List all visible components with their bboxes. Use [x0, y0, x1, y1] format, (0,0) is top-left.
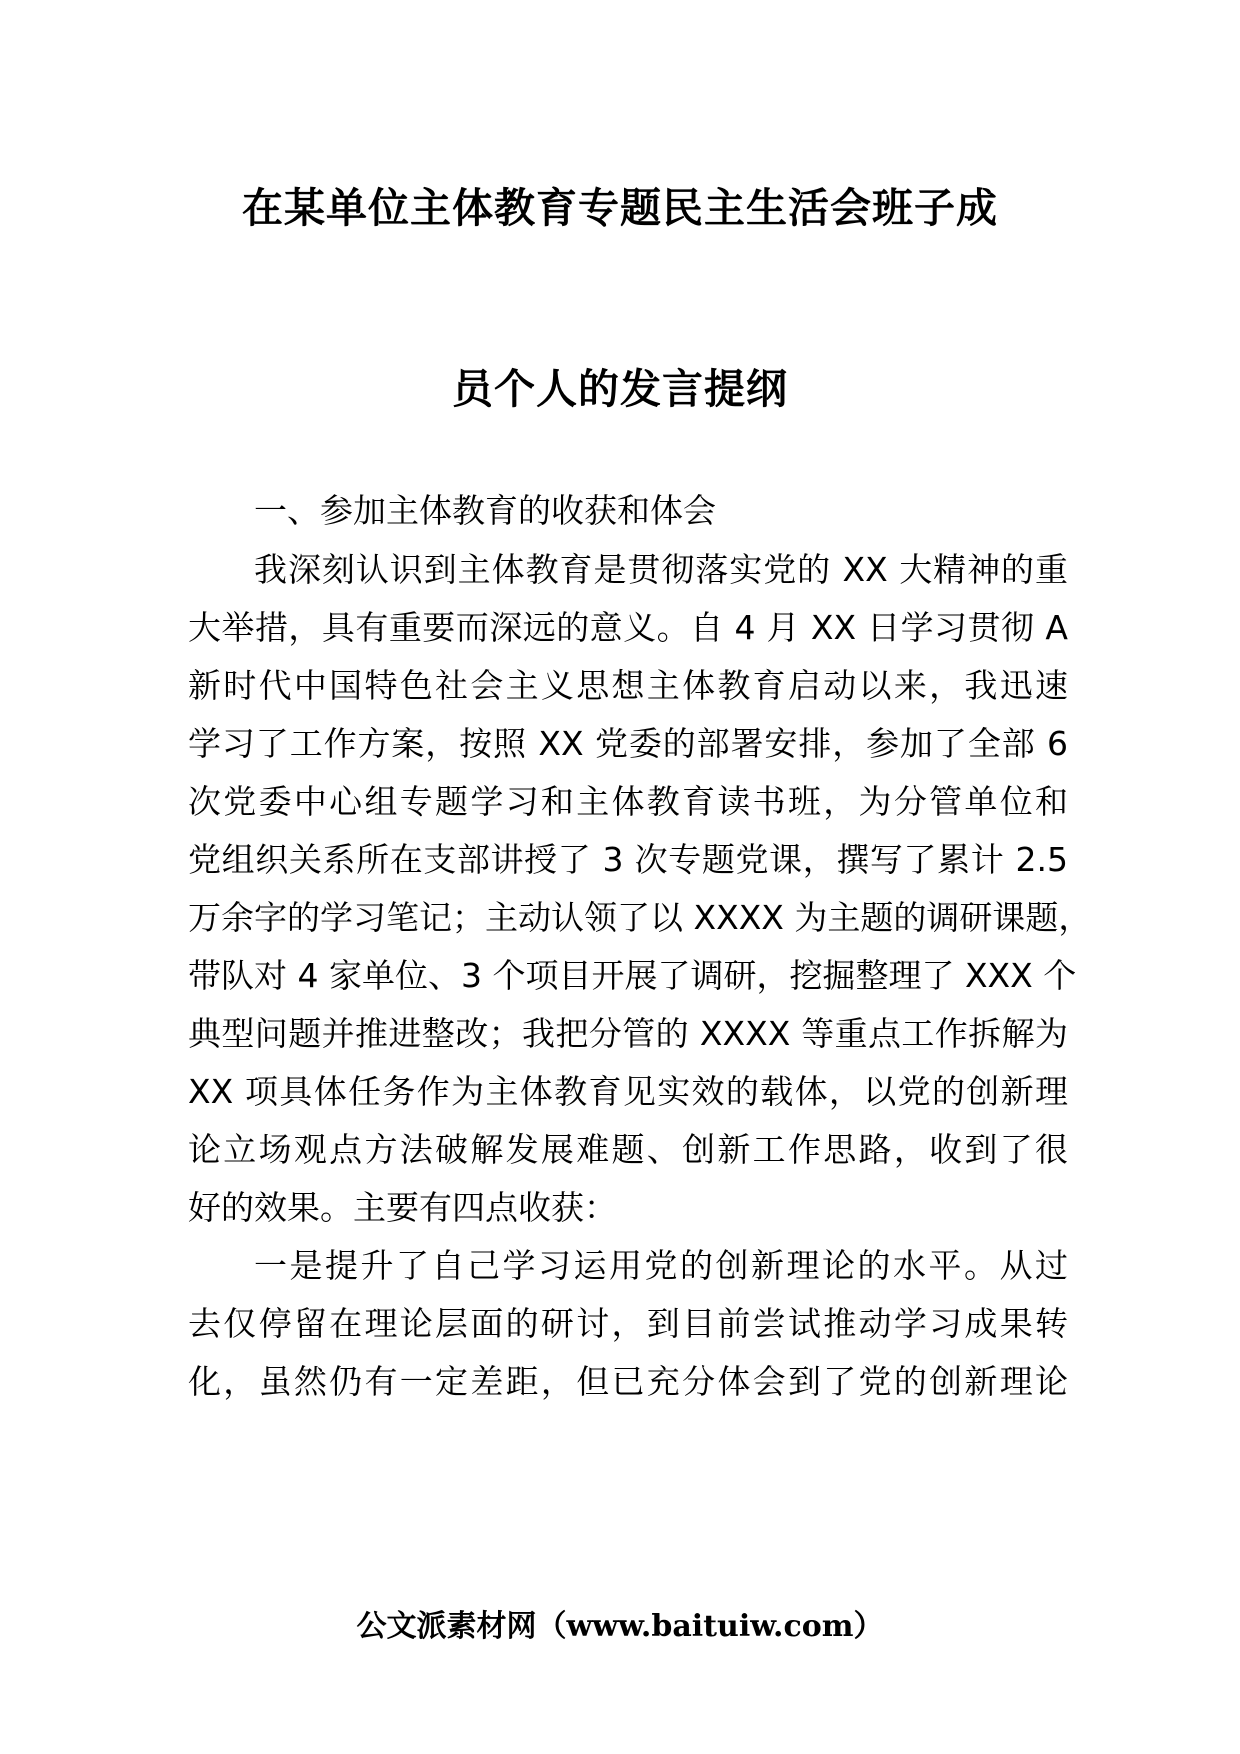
paragraph-line: 次党委中心组专题学习和主体教育读书班，为分管单位和: [188, 782, 1068, 821]
paragraph-line: 一是提升了自己学习运用党的创新理论的水平。从过: [254, 1246, 1068, 1285]
paragraph-line: 典型问题并推进整改；我把分管的 XXXX 等重点工作拆解为: [188, 1014, 1068, 1053]
document-title-line-1: 在某单位主体教育专题民主生活会班子成: [242, 184, 998, 232]
paragraph-line: 好的效果。主要有四点收获：: [188, 1188, 617, 1227]
paragraph-line: 去仅停留在理论层面的研讨，到目前尝试推动学习成果转: [188, 1304, 1068, 1343]
paragraph-line: 新时代中国特色社会主义思想主体教育启动以来，我迅速: [188, 666, 1068, 705]
footer-source: 公文派素材网（www.baituiw.com）: [356, 1609, 884, 1644]
paragraph-line: 党组织关系所在支部讲授了 3 次专题党课，撰写了累计 2.5: [188, 840, 1068, 879]
paragraph-line: 大举措，具有重要而深远的意义。自 4 月 XX 日学习贯彻 A: [188, 608, 1068, 647]
paragraph-line: 万余字的学习笔记；主动认领了以 XXXX 为主题的调研课题，: [188, 898, 1092, 937]
section-heading: 一、参加主体教育的收获和体会: [254, 491, 716, 530]
paragraph-line: XX 项具体任务作为主体教育见实效的载体，以党的创新理: [188, 1072, 1068, 1111]
paragraph-line: 带队对 4 家单位、3 个项目开展了调研，挖掘整理了 XXX 个: [188, 956, 1077, 995]
paragraph-line: 我深刻认识到主体教育是贯彻落实党的 XX 大精神的重: [254, 550, 1068, 589]
document-title-line-2: 员个人的发言提纲: [452, 365, 788, 413]
paragraph-line: 论立场观点方法破解发展难题、创新工作思路，收到了很: [188, 1130, 1068, 1169]
paragraph-line: 学习了工作方案，按照 XX 党委的部署安排，参加了全部 6: [188, 724, 1068, 763]
paragraph-line: 化，虽然仍有一定差距，但已充分体会到了党的创新理论: [188, 1362, 1068, 1401]
